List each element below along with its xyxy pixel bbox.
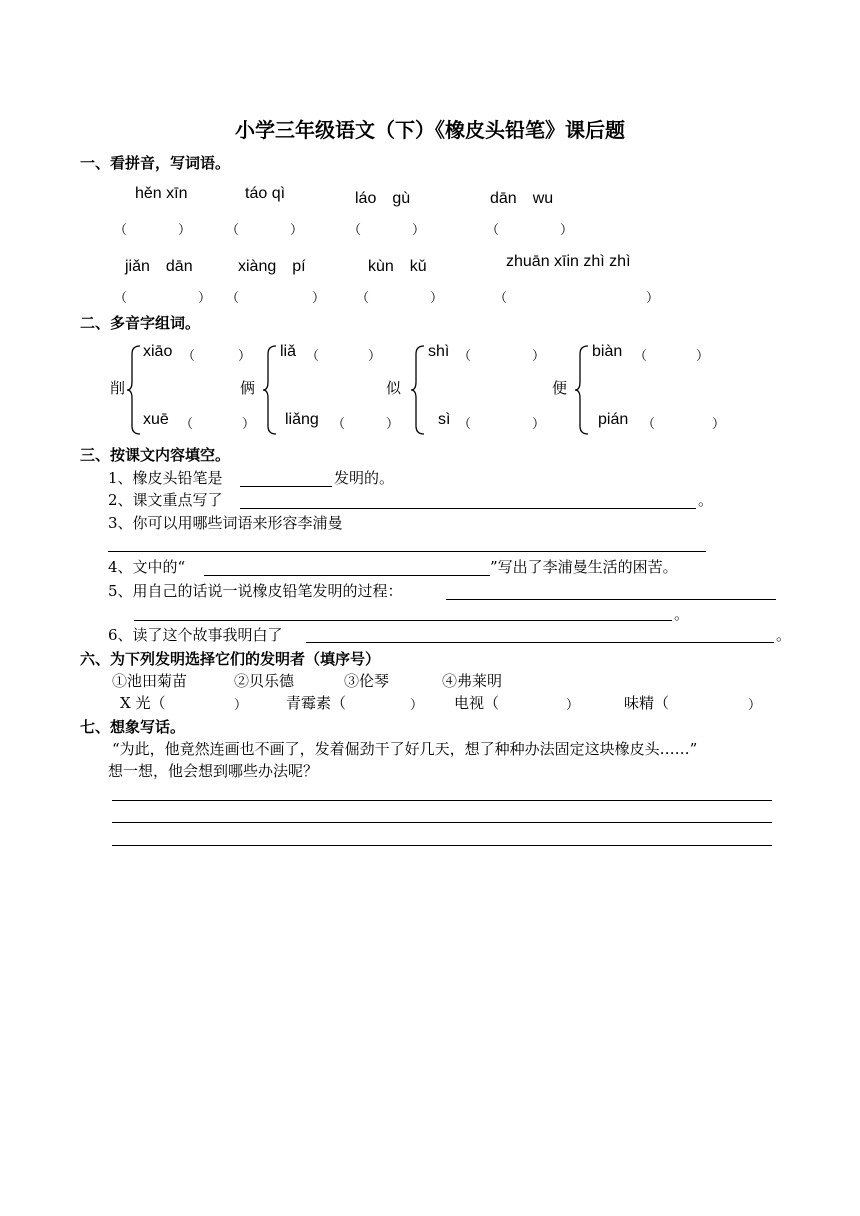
pinyin-2: táo qì bbox=[245, 185, 286, 202]
polyphone-char: 俩 bbox=[240, 379, 256, 397]
pinyin-top: xiāo bbox=[143, 343, 173, 360]
writing-line[interactable] bbox=[112, 845, 772, 846]
answer-paren-close: ） bbox=[748, 698, 762, 713]
answer-paren-open: （ bbox=[114, 291, 128, 306]
pinyin-8: zhuān xīin zhì zhì bbox=[506, 253, 631, 270]
fill-blank-line[interactable] bbox=[446, 599, 776, 600]
pinyin-bottom: liǎng bbox=[285, 411, 319, 428]
polyphone-char: 削 bbox=[110, 379, 126, 397]
page-title: 小学三年级语文（下）《橡皮头铅笔》课后题 bbox=[235, 118, 625, 142]
answer-paren-close: ） bbox=[646, 291, 660, 306]
fill-blank-line[interactable] bbox=[204, 575, 490, 576]
answer-paren-close: ） bbox=[368, 349, 382, 364]
prompt-text: 想一想，他会想到哪些办法呢？ bbox=[108, 762, 319, 780]
answer-paren-open: （ bbox=[226, 223, 240, 238]
answer-paren-open: （ bbox=[486, 223, 500, 238]
fill-blank-line[interactable] bbox=[240, 508, 696, 509]
answer-paren-open: （ bbox=[114, 223, 128, 238]
answer-paren-open: （ bbox=[458, 417, 472, 432]
answer-paren-open: （ bbox=[306, 349, 320, 364]
curly-brace-icon bbox=[574, 344, 590, 436]
answer-paren-close: ） bbox=[198, 291, 212, 306]
answer-paren-close: ） bbox=[386, 417, 400, 432]
question-3-text: 3、你可以用哪些词语来形容李浦曼 bbox=[108, 514, 343, 532]
option-4: ④弗莱明 bbox=[442, 672, 503, 690]
answer-paren-open: （ bbox=[226, 291, 240, 306]
quote-text: “为此，他竟然连画也不画了，发着倔劲干了好几天，想了种种办法固定这块橡皮头……” bbox=[112, 740, 698, 758]
question-4-text: 4、文中的“ bbox=[108, 558, 186, 576]
answer-paren-close: ） bbox=[178, 223, 192, 238]
pinyin-top: shì bbox=[428, 343, 450, 360]
fill-blank-line[interactable] bbox=[108, 551, 706, 552]
answer-paren-open: （ bbox=[348, 223, 362, 238]
fill-blank-line[interactable] bbox=[134, 620, 672, 621]
answer-paren-open: （ bbox=[356, 291, 370, 306]
answer-paren-close: ） bbox=[560, 223, 574, 238]
question-5-text: 5、用自己的话说一说橡皮铅笔发明的过程： bbox=[108, 582, 403, 600]
section-1-heading: 一、看拼音，写词语。 bbox=[80, 154, 231, 172]
pinyin-bottom: pián bbox=[598, 411, 629, 428]
option-1: ①池田菊苗 bbox=[112, 672, 188, 690]
answer-paren-close: ） bbox=[312, 291, 326, 306]
section-2-heading: 二、多音字组词。 bbox=[80, 314, 201, 332]
answer-paren-close: ） bbox=[712, 417, 726, 432]
answer-paren-close: ） bbox=[290, 223, 304, 238]
invention-television: 电视（ bbox=[454, 694, 500, 712]
pinyin-bottom: sì bbox=[438, 411, 451, 428]
invention-penicillin: 青霉素（ bbox=[286, 694, 347, 712]
pinyin-4: dān wu bbox=[490, 190, 554, 207]
pinyin-6: xiàng pí bbox=[238, 258, 306, 275]
question-1-tail: 发明的。 bbox=[334, 469, 395, 487]
answer-paren-open: （ bbox=[642, 417, 656, 432]
answer-paren-close: ） bbox=[242, 417, 256, 432]
pinyin-7: kùn kǔ bbox=[368, 258, 427, 275]
answer-paren-close: ） bbox=[430, 291, 444, 306]
polyphone-char: 便 bbox=[552, 379, 568, 397]
section-7-heading: 七、想象写话。 bbox=[80, 718, 186, 736]
answer-paren-open: （ bbox=[180, 417, 194, 432]
answer-paren-open: （ bbox=[458, 349, 472, 364]
answer-paren-close: ） bbox=[410, 698, 424, 713]
question-6-tail: 。 bbox=[776, 626, 792, 644]
answer-paren-open: （ bbox=[332, 417, 346, 432]
writing-line[interactable] bbox=[112, 800, 772, 801]
question-4-tail: ”写出了李浦曼生活的困苦。 bbox=[490, 558, 678, 576]
answer-paren-close: ） bbox=[238, 349, 252, 364]
question-6-text: 6、读了这个故事我明白了 bbox=[108, 626, 283, 644]
question-2-text: 2、课文重点写了 bbox=[108, 491, 223, 509]
answer-paren-close: ） bbox=[532, 417, 546, 432]
answer-paren-close: ） bbox=[532, 349, 546, 364]
fill-blank-line[interactable] bbox=[306, 642, 774, 643]
answer-paren-close: ） bbox=[412, 223, 426, 238]
answer-paren-close: ） bbox=[566, 698, 580, 713]
option-2: ②贝乐德 bbox=[234, 672, 295, 690]
pinyin-top: biàn bbox=[592, 343, 623, 360]
pinyin-5: jiǎn dān bbox=[125, 258, 193, 275]
answer-paren-close: ） bbox=[696, 349, 710, 364]
polyphone-char: 似 bbox=[386, 379, 402, 397]
question-5-tail: 。 bbox=[674, 605, 690, 623]
question-1-text: 1、橡皮头铅笔是 bbox=[108, 469, 223, 487]
pinyin-3: láo gù bbox=[355, 190, 411, 207]
answer-paren-open: （ bbox=[182, 349, 196, 364]
answer-paren-close: ） bbox=[234, 698, 248, 713]
pinyin-top: liǎ bbox=[280, 343, 297, 360]
invention-msg: 味精（ bbox=[624, 694, 670, 712]
answer-paren-open: （ bbox=[494, 291, 508, 306]
curly-brace-icon bbox=[126, 344, 142, 436]
answer-paren-open: （ bbox=[634, 349, 648, 364]
pinyin-bottom: xuē bbox=[143, 411, 169, 428]
curly-brace-icon bbox=[262, 344, 278, 436]
section-6-heading: 六、为下列发明选择它们的发明者（填序号） bbox=[80, 650, 381, 668]
option-3: ③伦琴 bbox=[344, 672, 390, 690]
question-2-tail: 。 bbox=[698, 491, 714, 509]
curly-brace-icon bbox=[410, 344, 426, 436]
pinyin-1: hěn xīn bbox=[135, 185, 188, 202]
section-3-heading: 三、按课文内容填空。 bbox=[80, 446, 231, 464]
writing-line[interactable] bbox=[112, 822, 772, 823]
fill-blank-line[interactable] bbox=[240, 486, 332, 487]
invention-xray: X 光（ bbox=[120, 694, 166, 712]
